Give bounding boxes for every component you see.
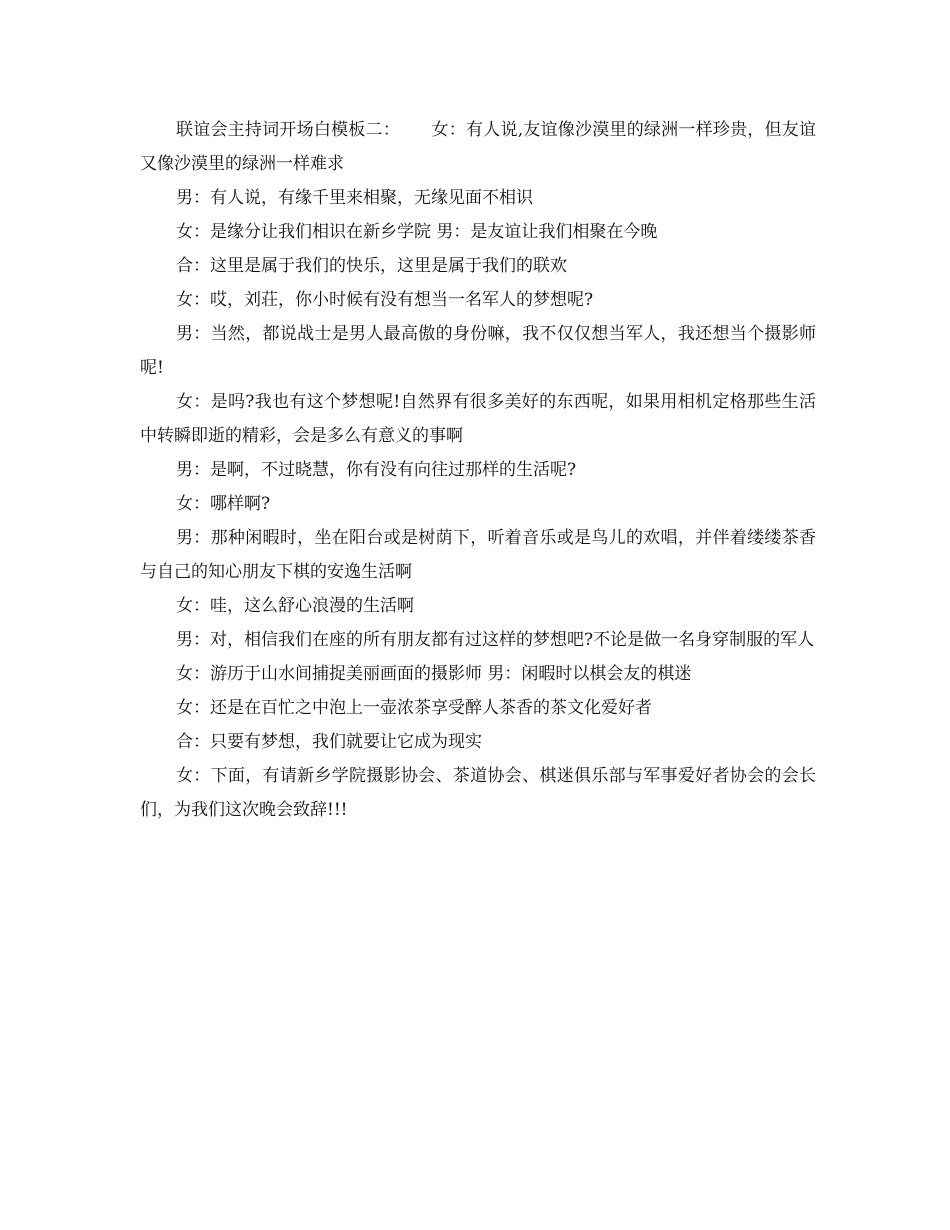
paragraph-male-3: 男：是啊，不过晓慧，你有没有向往过那样的生活呢? [176, 460, 577, 480]
paragraph-female-1: 女：是缘分让我们相识在新乡学院 男：是友谊让我们相聚在今晚 [176, 222, 658, 242]
paragraph-together-1: 合：这里是属于我们的快乐，这里是属于我们的联欢 [176, 256, 567, 276]
paragraph-female-7: 女：还是在百忙之中泡上一壶浓茶享受醉人茶香的茶文化爱好者 [176, 698, 652, 718]
paragraph-opening: 联谊会主持词开场白模板二： 女：有人说,友谊像沙漠里的绿洲一样珍贵，但友谊又像沙漠里的绿洲一样难求 [140, 120, 816, 174]
paragraph-female-4: 女：哪样啊? [176, 494, 271, 514]
paragraph-female-2: 女：哎，刘荘，你小时候有没有想当一名军人的梦想呢? [176, 290, 594, 310]
paragraph-together-2: 合：只要有梦想，我们就要让它成为现实 [176, 732, 482, 752]
paragraph-male-4: 男：那种闲暇时，坐在阳台或是树荫下，听着音乐或是鸟儿的欢唱，并伴着缕缕茶香与自己的知心朋友下棋的安逸生活啊 [140, 528, 816, 582]
paragraph-male-5: 男：对，相信我们在座的所有朋友都有过这样的梦想吧?不论是做一名身穿制服的军人 [176, 630, 815, 650]
paragraph-male-2: 男：当然，都说战士是男人最高傲的身份嘛，我不仅仅想当军人，我还想当个摄影师呢! [140, 324, 816, 378]
paragraph-female-closing: 女：下面，有请新乡学院摄影协会、茶道协会、棋迷俱乐部与军事爱好者协会的会长们，为我们这次晚会致辞!!! [140, 766, 816, 820]
document-body [140, 113, 816, 827]
paragraph-female-6: 女：游历于山水间捕捉美丽画面的摄影师 男：闲暇时以棋会友的棋迷 [176, 664, 692, 684]
paragraph-female-3: 女：是吗?我也有这个梦想呢!自然界有很多美好的东西呢，如果用相机定格那些生活中转瞬即逝的精彩，会是多么有意义的事啊 [140, 392, 816, 446]
paragraph-female-5: 女：哇，这么舒心浪漫的生活啊 [176, 596, 414, 616]
paragraph-male-1: 男：有人说，有缘千里来相聚，无缘见面不相识 [176, 188, 533, 208]
